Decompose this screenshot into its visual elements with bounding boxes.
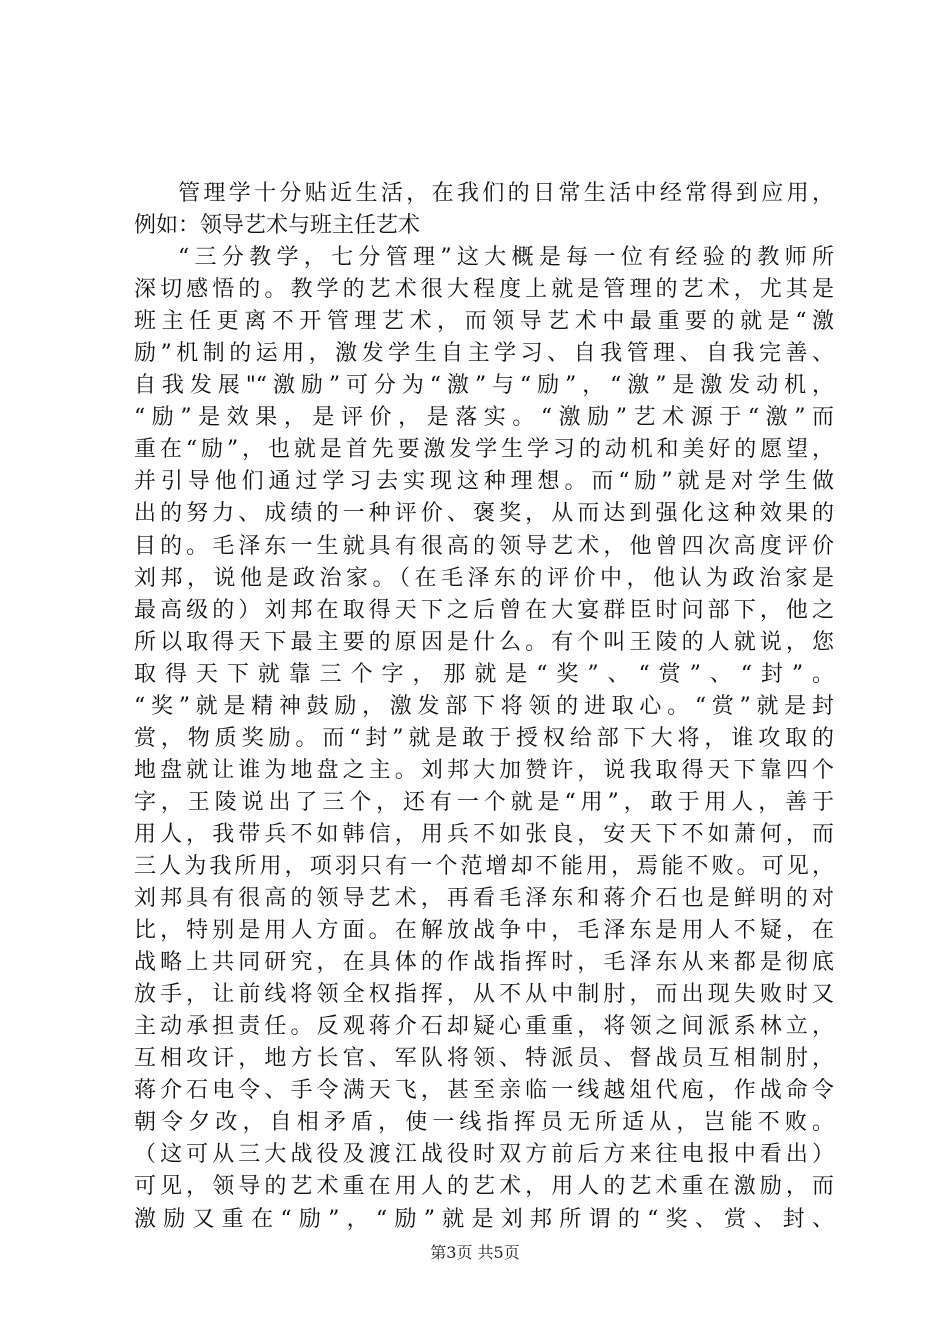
text-line: 刘邦具有很高的领导艺术，再看毛泽东和蒋介石也是鲜明的对 [134, 886, 834, 912]
text-line: 出的努力、成绩的一种评价、褒奖，从而达到强化这种效果的 [134, 501, 834, 527]
text-line: 可见，领导的艺术重在用人的艺术，用人的艺术重在激励，而 [134, 1174, 834, 1200]
text-line: 比，特别是用人方面。在解放战争中，毛泽东是用人不疑，在 [134, 918, 834, 944]
text-line: 并引导他们通过学习去实现这种理想。而“励”就是对学生做 [134, 469, 834, 495]
text-line: 所以取得天下最主要的原因是什么。有个叫王陵的人就说，您 [134, 629, 834, 655]
text-line: 字，王陵说出了三个，还有一个就是“用”，敢于用人，善于 [134, 789, 834, 815]
text-line: 蒋介石电令、手令满天飞，甚至亲临一线越俎代庖，作战命令 [134, 1078, 834, 1104]
text-line: 例如：领导艺术与班主任艺术 [134, 213, 421, 239]
paragraph-main [134, 242, 834, 1235]
text-line: 最高级的）刘邦在取得天下之后曾在大宴群臣时问部下，他之 [134, 597, 834, 623]
text-line: 用人，我带兵不如韩信，用兵不如张良，安天下不如萧何，而 [134, 821, 834, 847]
text-line: 重在“励”，也就是首先要激发学生学习的动机和美好的愿望， [134, 437, 834, 463]
text-line: “奖”就是精神鼓励，激发部下将领的进取心。“赏”就是封 [134, 693, 834, 719]
text-line: 管理学十分贴近生活，在我们的日常生活中经常得到应用， [178, 181, 834, 206]
text-line: 战略上共同研究，在具体的作战指挥时，毛泽东从来都是彻底 [134, 950, 834, 976]
text-line: 取得天下就靠三个字，那就是“奖”、“赏”、“封”。 [134, 661, 834, 687]
document-body [134, 178, 834, 1236]
page-number-label: 第3页 共5页 [430, 1243, 520, 1262]
text-line: 地盘就让谁为地盘之主。刘邦大加赞许，说我取得天下靠四个 [134, 757, 834, 783]
text-line: “三分教学，七分管理”这大概是每一位有经验的教师所 [178, 245, 834, 271]
text-line: 朝令夕改，自相矛盾，使一线指挥员无所适从，岂能不败。 [134, 1110, 834, 1136]
text-line: “励”是效果，是评价，是落实。“激励”艺术源于“激”而 [134, 405, 834, 431]
text-line: （这可从三大战役及渡江战役时双方前后方来往电报中看出） [134, 1142, 834, 1168]
text-line: 放手，让前线将领全权指挥，从不从中制肘，而出现失败时又 [134, 982, 834, 1008]
paragraph-intro [134, 178, 834, 242]
text-line: 赏，物质奖励。而“封”就是敢于授权给部下大将，谁攻取的 [134, 725, 834, 751]
text-line: 主动承担责任。反观蒋介石却疑心重重，将领之间派系林立， [134, 1014, 834, 1040]
text-line: 互相攻讦，地方长官、军队将领、特派员、督战员互相制肘， [134, 1046, 834, 1072]
text-line: 激励又重在“励”，“励”就是刘邦所谓的“奖、赏、封、 [134, 1206, 834, 1232]
text-line: 深切感悟的。教学的艺术很大程度上就是管理的艺术，尤其是 [134, 277, 834, 303]
text-line: 刘邦，说他是政治家。（在毛泽东的评价中，他认为政治家是 [134, 565, 834, 591]
text-line: 班主任更离不开管理艺术，而领导艺术中最重要的就是“激 [134, 309, 834, 335]
page-footer [0, 1243, 950, 1263]
text-line: 目的。毛泽东一生就具有很高的领导艺术，他曾四次高度评价 [134, 533, 834, 559]
text-line: 自我发展"“激励”可分为“激”与“励”，“激”是激发动机， [134, 373, 834, 399]
text-line: 励”机制的运用，激发学生自主学习、自我管理、自我完善、 [134, 341, 834, 367]
text-line: 三人为我所用，项羽只有一个范增却不能用，焉能不败。可见， [134, 853, 834, 879]
